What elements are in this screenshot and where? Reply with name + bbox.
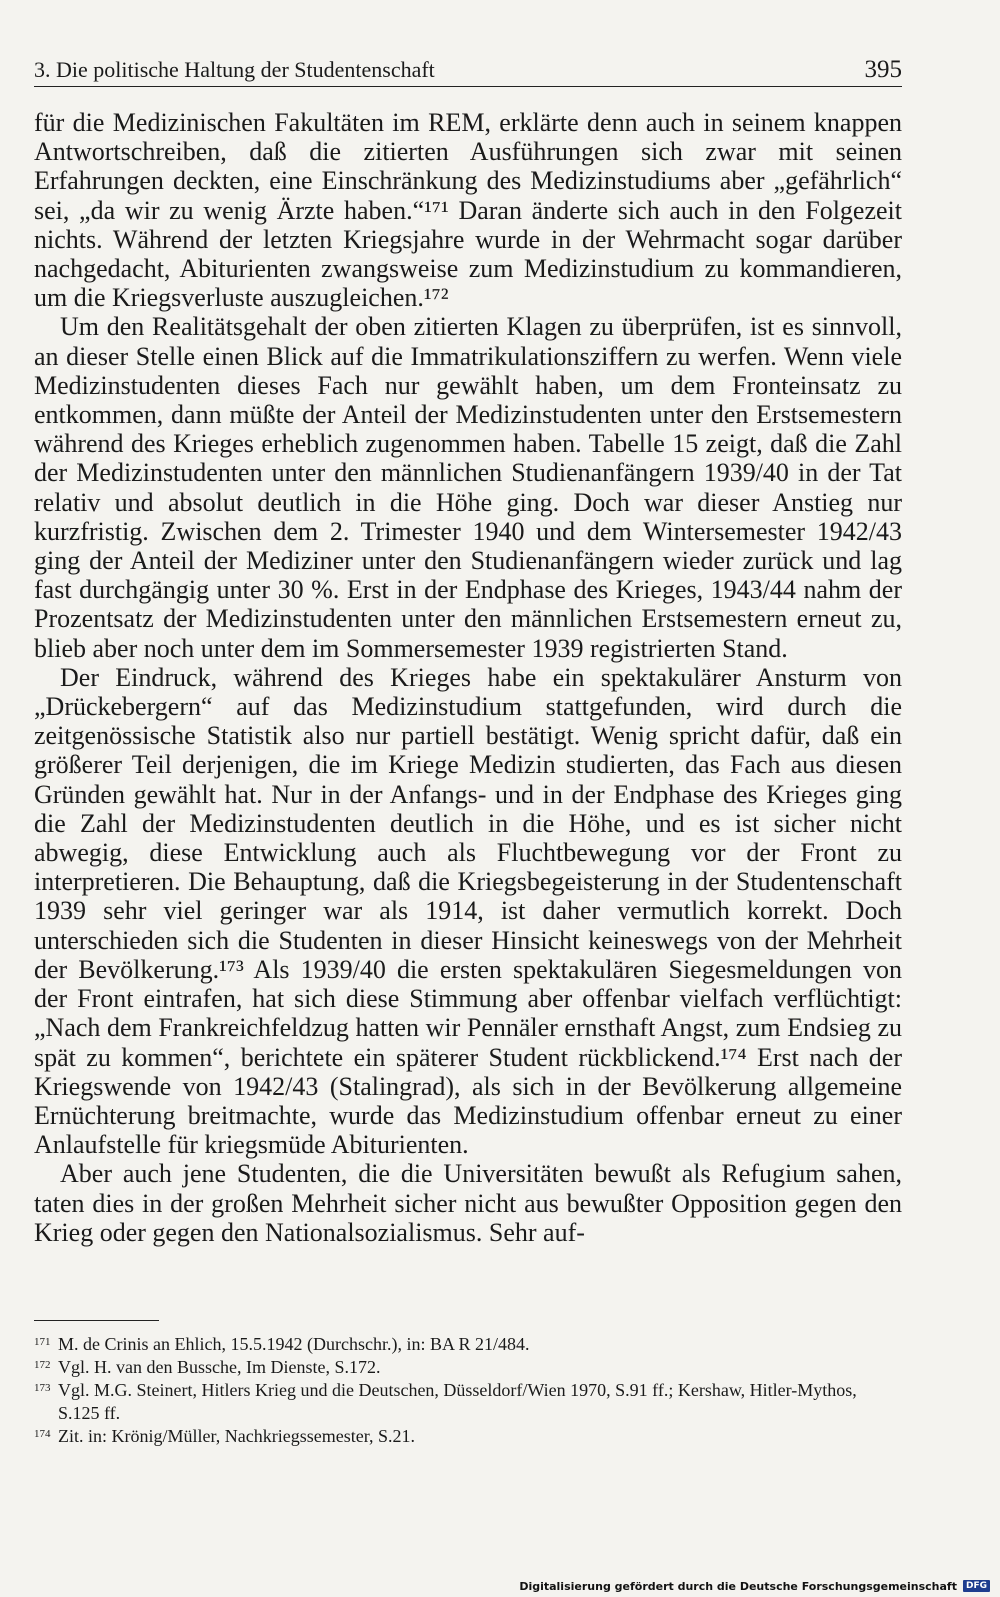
footnote-172 [34,1356,902,1379]
footnote-number: 172 [34,1359,51,1371]
paragraph-4: Aber auch jene Studenten, die die Universitäten bewußt als Refugium sahen, taten dies in der großen Mehrheit sicher nicht aus bewußter Opposition gegen den Krieg oder gegen den Nationalsozialismus. Sehr auf- [34,1159,902,1247]
footnote-divider [34,1320,159,1321]
paragraph-2: Um den Realitätsgehalt der oben zitierten Klagen zu überprüfen, ist es sinnvoll, an dieser Stelle einen Blick auf die Immatrikulationsziffern zu werfen. Wenn viele Medizinstudenten dieses Fach nur gewählt haben, um dem Fronteinsatz zu entkommen, dann müßte der Anteil der Medizinstudenten unter den Erstsemestern während des Krieges erheblich zugenommen haben. Tabelle 15 zeigt, daß die Zahl der Medizinstudenten unter den männlichen Studienanfängern 1939/40 in der Tat relativ und absolut deutlich in die Höhe ging. Doch war dieser Anstieg nur kurzfristig. Zwischen dem 2. Trimester 1940 und dem Wintersemester 1942/43 ging der Anteil der Mediziner unter den Studienanfängern wieder zurück und lag fast durchgängig unter 30 %. Erst in der Endphase des Krieges, 1943/44 nahm der Prozentsatz der Medizinstudenten unter den männlichen Erstsemestern erneut zu, blieb aber noch unter dem im Sommersemester 1939 registrierten Stand. [34,312,902,663]
running-header [34,52,902,87]
footnote-text: Vgl. M.G. Steinert, Hitlers Krieg und die Deutschen, Düsseldorf/Wien 1970, S.91 ff.; Kershaw, Hitler-Mythos, S.125 ff. [58,1380,857,1423]
paragraph-3: Der Eindruck, während des Krieges habe ein spektakulärer Ansturm von „Drückebergern“ auf das Medizinstudium stattgefunden, wird durch die zeitgenössische Statistik also nur partiell bestätigt. Wenig spricht dafür, daß ein größerer Teil derjenigen, die im Kriege Medizin studierten, das Fach aus diesen Gründen gewählt hat. Nur in der Anfangs- und in der Endphase des Krieges ging die Zahl der Medizinstudenten deutlich in die Höhe, und es ist sicher nicht abwegig, diese Entwicklung auch als Fluchtbewegung vor der Front zu interpretieren. Die Behauptung, daß die Kriegsbegeisterung in der Studentenschaft 1939 sehr viel geringer war als 1914, ist daher vermutlich korrekt. Doch unterschieden sich die Studenten in dieser Hinsicht keineswegs von der Mehrheit der Bevölkerung.¹⁷³ Als 1939/40 die ersten spektakulären Siegesmeldungen von der Front eintrafen, hat sich diese Stimmung aber offenbar vielfach verflüchtigt: „Nach dem Frankreichfeldzug hatten wir Pennäler ernsthaft Angst, zum Endsieg zu spät zu kommen“, berichtete ein späterer Student rückblickend.¹⁷⁴ Erst nach der Kriegswende von 1942/43 (Stalingrad), als sich in der Bevölkerung allgemeine Ernüchterung breitmachte, wurde das Medizinstudium offenbar erneut zu einer Anlaufstelle für kriegsmüde Abiturienten. [34,662,902,1160]
footnote-number: 173 [34,1382,51,1394]
dfg-logo-icon: DFG [963,1580,990,1592]
digitization-credit [519,1577,990,1595]
footnote-number: 171 [34,1336,51,1348]
credit-text: Digitalisierung gefördert durch die Deutsche Forschungsgemeinschaft [519,1579,957,1593]
footnote-text: Vgl. H. van den Bussche, Im Dienste, S.172. [58,1357,381,1377]
footnote-173 [34,1379,902,1425]
paragraph-1: für die Medizinischen Fakultäten im REM, erklärte denn auch in seinem knappen Antwortschreiben, daß die zitierten Ausführungen sich zwar mit seinen Erfahrungen deckten, eine Einschränkung des Medizinstudiums aber „gefährlich“ sei, „da wir zu wenig Ärzte haben.“¹⁷¹ Daran änderte sich auch in den Folgezeit nichts. Während der letzten Kriegsjahre wurde in der Wehrmacht sogar darüber nachgedacht, Abiturienten zwangsweise zum Medizinstudium zu kommandieren, um die Kriegsverluste auszugleichen.¹⁷² [34,108,902,313]
footnotes [34,1333,902,1448]
footnote-text: M. de Crinis an Ehlich, 15.5.1942 (Durchschr.), in: BA R 21/484. [58,1334,530,1354]
footnote-number: 174 [34,1428,51,1440]
page-number: 395 [864,56,902,83]
body-text [34,108,902,1247]
footnote-174 [34,1425,902,1448]
footnote-text: Zit. in: Krönig/Müller, Nachkriegssemester, S.21. [58,1426,415,1446]
running-title: 3. Die politische Haltung der Studentenschaft [34,57,435,82]
footnote-171 [34,1333,902,1356]
